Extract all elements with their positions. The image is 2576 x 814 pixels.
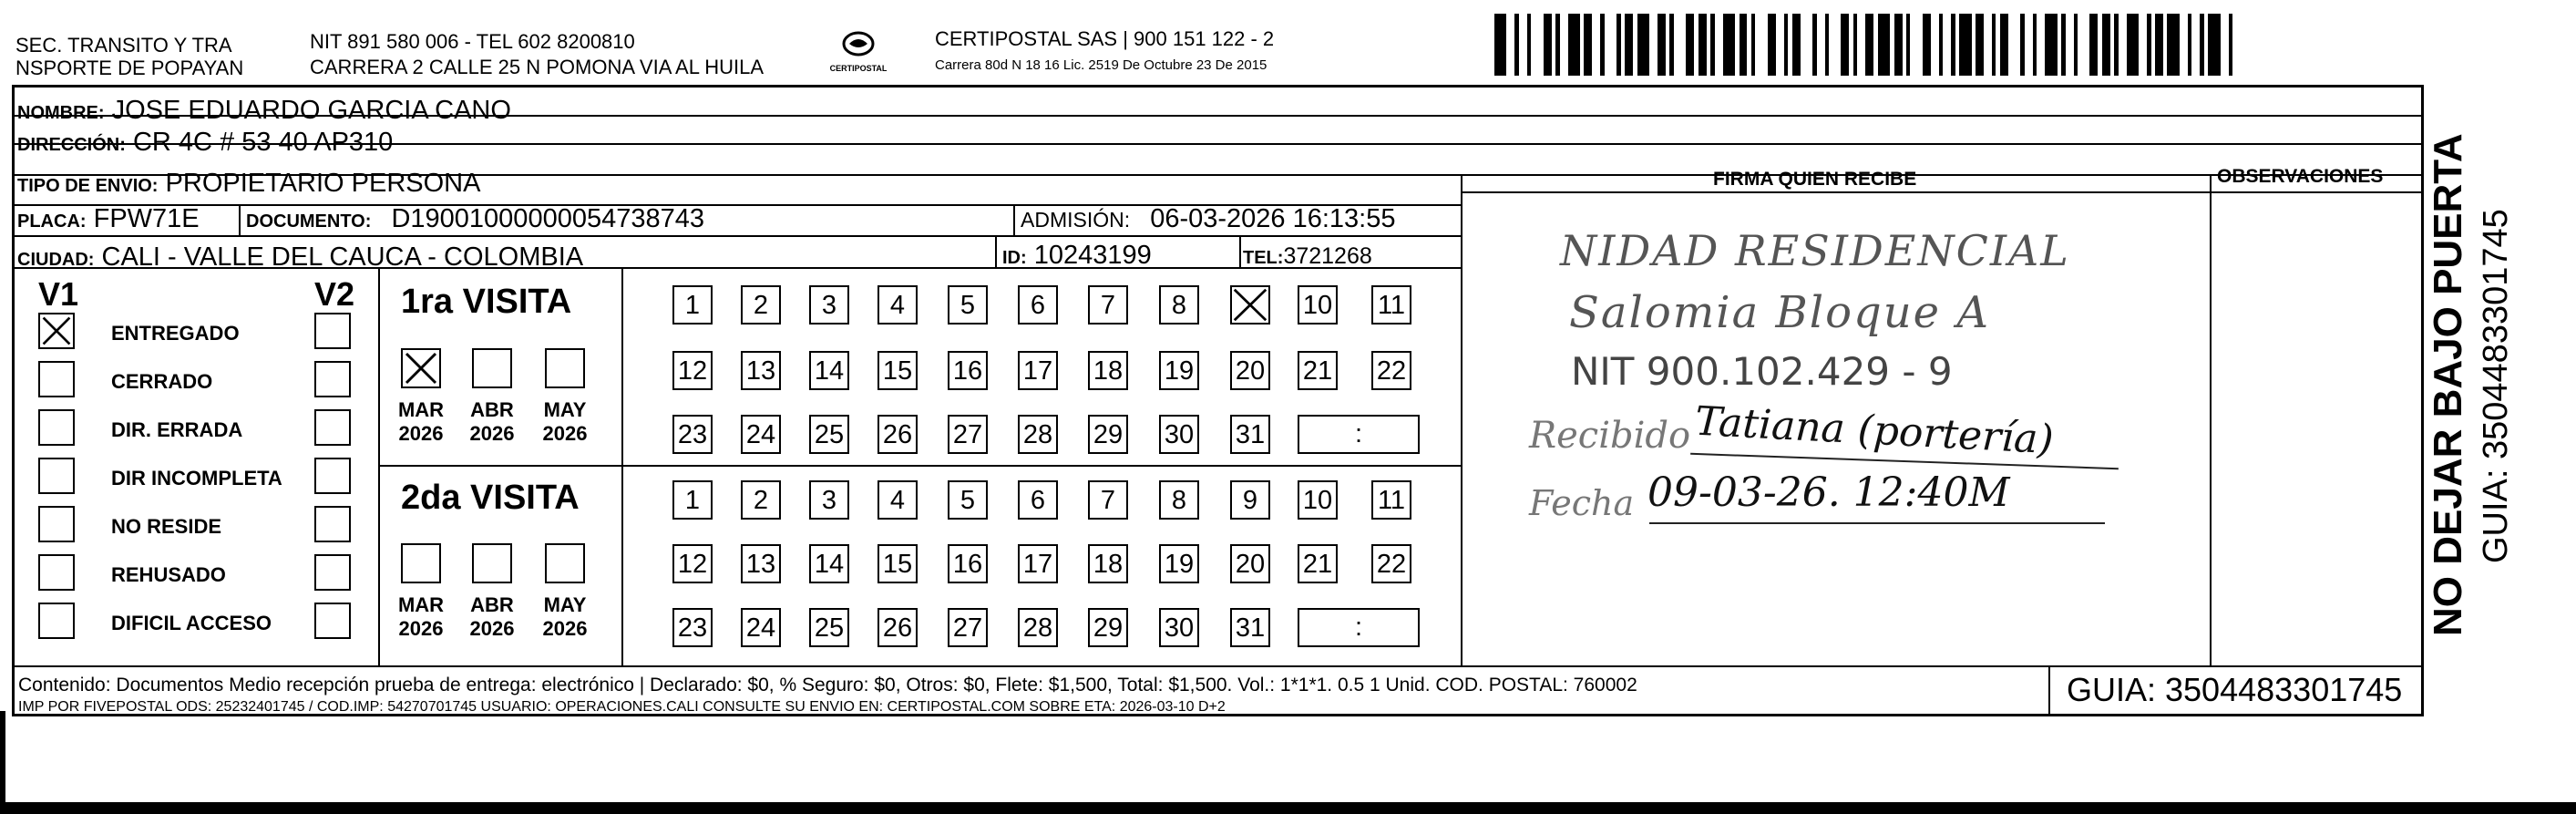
issuer-line-2: NSPORTE DE POPAYAN bbox=[15, 57, 244, 79]
v2-checkbox-4[interactable] bbox=[314, 506, 351, 542]
month-checkbox-abr[interactable] bbox=[472, 543, 512, 583]
issuer-nit: NIT 891 580 006 - TEL 602 8200810 bbox=[310, 30, 635, 53]
firma-header: FIRMA QUIEN RECIBE bbox=[1713, 169, 1917, 190]
tel-label: TEL: bbox=[1243, 248, 1284, 268]
placa-label: PLACA: bbox=[17, 211, 87, 232]
second-visit-day-21[interactable]: 21 bbox=[1298, 544, 1338, 583]
admision-label: ADMISIÓN: bbox=[1021, 208, 1131, 232]
second-visit-day-3[interactable]: 3 bbox=[809, 480, 849, 520]
tipo-envio-value: PROPIETARIO PERSONA bbox=[165, 169, 481, 198]
second-visit-day-6[interactable]: 6 bbox=[1018, 480, 1058, 520]
second-visit-day-15[interactable]: 15 bbox=[877, 544, 918, 583]
second-visit-day-27[interactable]: 27 bbox=[948, 608, 988, 647]
first-visit-time-field[interactable]: : bbox=[1298, 415, 1420, 454]
second-visit-day-14[interactable]: 14 bbox=[809, 544, 849, 583]
footer-imp: IMP POR FIVEPOSTAL ODS: 25232401745 / COD.IMP: 54270701745 USUARIO: OPERACIONES.CALI CONSULTE SU ENVIO EN: CERTIPOSTAL.COM SOBRE ETA: 2026-03-10 D+2 bbox=[18, 699, 1226, 715]
first-visit-day-14[interactable]: 14 bbox=[809, 351, 849, 390]
tel-row bbox=[1243, 241, 1372, 273]
second-visit-day-4[interactable]: 4 bbox=[877, 480, 918, 520]
tipo-envio-label: TIPO DE ENVIO: bbox=[17, 176, 159, 196]
month-checkbox-mar[interactable] bbox=[401, 348, 441, 388]
first-visit-day-15[interactable]: 15 bbox=[877, 351, 918, 390]
carrier-logo bbox=[829, 26, 888, 80]
second-visit-day-31[interactable]: 31 bbox=[1230, 608, 1270, 647]
second-visit-day-5[interactable]: 5 bbox=[948, 480, 988, 520]
first-visit-day-31[interactable]: 31 bbox=[1230, 415, 1270, 454]
carrier-license: Carrera 80d N 18 16 Lic. 2519 De Octubre 23 De 2015 bbox=[935, 57, 1267, 73]
nombre-row bbox=[17, 95, 511, 129]
month-label: ABR 2026 bbox=[469, 398, 515, 445]
second-visit-time-field[interactable]: : bbox=[1298, 608, 1420, 647]
first-visit-day-9[interactable] bbox=[1230, 285, 1270, 325]
month-label: MAR 2026 bbox=[397, 593, 445, 640]
second-visit-day-29[interactable]: 29 bbox=[1088, 608, 1128, 647]
status-label: DIFICIL ACCESO bbox=[111, 612, 272, 634]
first-visit-day-1[interactable]: 1 bbox=[672, 285, 713, 325]
second-visit-day-26[interactable]: 26 bbox=[877, 608, 918, 647]
v1-checkbox-5[interactable] bbox=[38, 554, 75, 591]
v2-checkbox-5[interactable] bbox=[314, 554, 351, 591]
second-visit-day-18[interactable]: 18 bbox=[1088, 544, 1128, 583]
first-visit-day-11[interactable]: 11 bbox=[1371, 285, 1411, 325]
month-label: MAY 2026 bbox=[542, 593, 588, 640]
first-visit-day-17[interactable]: 17 bbox=[1018, 351, 1058, 390]
v1-checkbox-4[interactable] bbox=[38, 506, 75, 542]
second-visit-day-13[interactable]: 13 bbox=[741, 544, 781, 583]
ciudad-value: CALI - VALLE DEL CAUCA - COLOMBIA bbox=[101, 242, 584, 272]
first-visit-day-2[interactable]: 2 bbox=[741, 285, 781, 325]
second-visit-day-12[interactable]: 12 bbox=[672, 544, 713, 583]
first-visit-day-25[interactable]: 25 bbox=[809, 415, 849, 454]
admision-value: 06-03-2026 16:13:55 bbox=[1150, 204, 1396, 233]
second-visit-day-20[interactable]: 20 bbox=[1230, 544, 1270, 583]
carrier-name: CERTIPOSTAL SAS | 900 151 122 - 2 bbox=[935, 27, 1275, 50]
stamp-line-2: Salomia Bloque A bbox=[1569, 287, 1990, 338]
second-visit-day-16[interactable]: 16 bbox=[948, 544, 988, 583]
observaciones-header: OBSERVACIONES bbox=[2217, 166, 2384, 187]
v1-checkbox-6[interactable] bbox=[38, 603, 75, 639]
footer-content: Contenido: Documentos Medio recepción prueba de entrega: electrónico | Declarado: $0, % Seguro: $0, Otros: $0, Flete: $1,500, Total: $1,500. Vol.: 1*1*1. 0.5 1 Unid. COD. POSTAL: 760002 bbox=[18, 675, 1637, 696]
v2-checkbox-6[interactable] bbox=[314, 603, 351, 639]
v1-header: V1 bbox=[38, 275, 79, 313]
bottom-edge bbox=[0, 802, 2576, 814]
first-visit-day-22[interactable]: 22 bbox=[1371, 351, 1411, 390]
first-visit-day-28[interactable]: 28 bbox=[1018, 415, 1058, 454]
first-visit-day-7[interactable]: 7 bbox=[1088, 285, 1128, 325]
second-visit-day-19[interactable]: 19 bbox=[1159, 544, 1199, 583]
v1-checkbox-3[interactable] bbox=[38, 458, 75, 494]
first-visit-day-29[interactable]: 29 bbox=[1088, 415, 1128, 454]
first-visit-day-27[interactable]: 27 bbox=[948, 415, 988, 454]
month-label: MAR 2026 bbox=[397, 398, 445, 445]
first-visit-day-5[interactable]: 5 bbox=[948, 285, 988, 325]
first-visit-day-10[interactable]: 10 bbox=[1298, 285, 1338, 325]
direccion-value: CR 4C # 53 40 AP310 bbox=[132, 128, 394, 157]
direccion-label: DIRECCIÓN: bbox=[17, 135, 126, 155]
received-by: Tatiana (portería) bbox=[1693, 397, 2055, 464]
placa-value: FPW71E bbox=[93, 204, 200, 233]
admision-row bbox=[1021, 203, 1395, 235]
first-visit-day-26[interactable]: 26 bbox=[877, 415, 918, 454]
first-visit-title: 1ra VISITA bbox=[401, 283, 572, 321]
second-visit-day-24[interactable]: 24 bbox=[741, 608, 781, 647]
first-visit-day-18[interactable]: 18 bbox=[1088, 351, 1128, 390]
first-visit-day-20[interactable]: 20 bbox=[1230, 351, 1270, 390]
id-label: ID: bbox=[1002, 248, 1027, 268]
first-visit-day-12[interactable]: 12 bbox=[672, 351, 713, 390]
status-label: CERRADO bbox=[111, 370, 213, 393]
footer-guia: GUIA: 3504483301745 bbox=[2067, 671, 2403, 708]
left-edge bbox=[0, 711, 5, 814]
second-visit-day-1[interactable]: 1 bbox=[672, 480, 713, 520]
second-visit-day-10[interactable]: 10 bbox=[1298, 480, 1338, 520]
month-checkbox-mar[interactable] bbox=[401, 543, 441, 583]
date-line bbox=[1649, 522, 2105, 524]
second-visit-day-30[interactable]: 30 bbox=[1159, 608, 1199, 647]
month-label: ABR 2026 bbox=[469, 593, 515, 640]
v2-checkbox-3[interactable] bbox=[314, 458, 351, 494]
barcode bbox=[1494, 14, 2242, 76]
first-visit-day-4[interactable]: 4 bbox=[877, 285, 918, 325]
first-visit-day-24[interactable]: 24 bbox=[741, 415, 781, 454]
v2-checkbox-0[interactable] bbox=[314, 313, 351, 349]
first-visit-day-6[interactable]: 6 bbox=[1018, 285, 1058, 325]
tel-value: 3721268 bbox=[1283, 243, 1372, 269]
id-row bbox=[1002, 240, 1152, 273]
second-visit-day-22[interactable]: 22 bbox=[1371, 544, 1411, 583]
month-checkbox-may[interactable] bbox=[545, 348, 585, 388]
svg-text:CERTIPOSTAL: CERTIPOSTAL bbox=[829, 64, 888, 73]
first-visit-day-21[interactable]: 21 bbox=[1298, 351, 1338, 390]
first-visit-day-23[interactable]: 23 bbox=[672, 415, 713, 454]
nombre-label: NOMBRE: bbox=[17, 103, 105, 123]
v2-header: V2 bbox=[314, 275, 355, 313]
side-guia: GUIA: 3504483301745 bbox=[2477, 209, 2515, 563]
second-visit-day-8[interactable]: 8 bbox=[1159, 480, 1199, 520]
status-label: ENTREGADO bbox=[111, 322, 240, 345]
second-visit-title: 2da VISITA bbox=[401, 479, 580, 517]
stamp-line-1: NIDAD RESIDENCIAL bbox=[1560, 226, 2070, 275]
nombre-value: JOSE EDUARDO GARCIA CANO bbox=[111, 96, 511, 125]
second-visit-day-11[interactable]: 11 bbox=[1371, 480, 1411, 520]
status-label: REHUSADO bbox=[111, 563, 226, 586]
id-value: 10243199 bbox=[1033, 241, 1152, 270]
v2-checkbox-1[interactable] bbox=[314, 361, 351, 397]
second-visit-day-17[interactable]: 17 bbox=[1018, 544, 1058, 583]
v1-checkbox-1[interactable] bbox=[38, 361, 75, 397]
second-visit-day-7[interactable]: 7 bbox=[1088, 480, 1128, 520]
documento-label: DOCUMENTO: bbox=[246, 211, 372, 232]
second-visit-day-25[interactable]: 25 bbox=[809, 608, 849, 647]
second-visit-day-2[interactable]: 2 bbox=[741, 480, 781, 520]
month-checkbox-may[interactable] bbox=[545, 543, 585, 583]
month-checkbox-abr[interactable] bbox=[472, 348, 512, 388]
first-visit-day-30[interactable]: 30 bbox=[1159, 415, 1199, 454]
first-visit-day-8[interactable]: 8 bbox=[1159, 285, 1199, 325]
first-visit-day-3[interactable]: 3 bbox=[809, 285, 849, 325]
stamp-line-3: NIT 900.102.429 - 9 bbox=[1571, 349, 1953, 394]
first-visit-day-13[interactable]: 13 bbox=[741, 351, 781, 390]
second-visit-day-9[interactable]: 9 bbox=[1230, 480, 1270, 520]
ciudad-row bbox=[17, 242, 583, 275]
date-label: Fecha bbox=[1529, 483, 1635, 523]
first-visit-day-19[interactable]: 19 bbox=[1159, 351, 1199, 390]
documento-value: D19001000000054738743 bbox=[391, 204, 704, 233]
month-label: MAY 2026 bbox=[542, 398, 588, 445]
second-visit-day-23[interactable]: 23 bbox=[672, 608, 713, 647]
issuer-line-1: SEC. TRANSITO Y TRA bbox=[15, 34, 232, 57]
status-label: DIR. ERRADA bbox=[111, 418, 243, 441]
issuer-address: CARRERA 2 CALLE 25 N POMONA VIA AL HUILA bbox=[310, 56, 765, 78]
received-label: Recibido bbox=[1529, 415, 1691, 457]
placa-row bbox=[17, 203, 200, 237]
second-visit-day-28[interactable]: 28 bbox=[1018, 608, 1058, 647]
v1-checkbox-2[interactable] bbox=[38, 409, 75, 446]
tipo-envio-row bbox=[17, 168, 480, 201]
status-label: DIR INCOMPLETA bbox=[111, 467, 282, 489]
direccion-row bbox=[17, 127, 393, 160]
ciudad-label: CIUDAD: bbox=[17, 250, 95, 270]
documento-row bbox=[246, 203, 704, 237]
v2-checkbox-2[interactable] bbox=[314, 409, 351, 446]
side-warning: NO DEJAR BAJO PUERTA bbox=[2426, 133, 2470, 636]
received-date: 09-03-26. 12:40M bbox=[1647, 469, 2010, 516]
first-visit-day-16[interactable]: 16 bbox=[948, 351, 988, 390]
v1-checkbox-0[interactable] bbox=[38, 313, 75, 349]
status-label: NO RESIDE bbox=[111, 515, 222, 538]
